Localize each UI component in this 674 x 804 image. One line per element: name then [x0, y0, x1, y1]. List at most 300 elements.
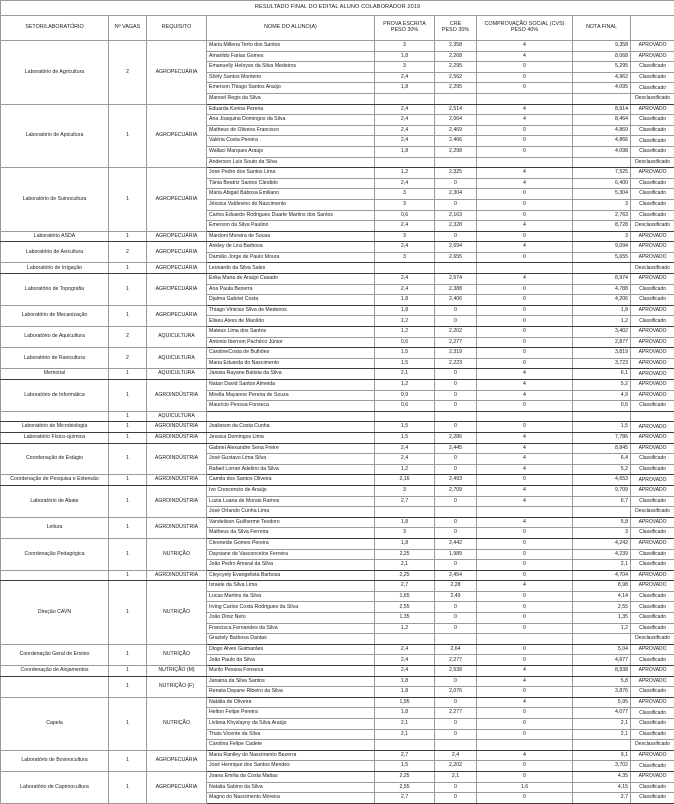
cell-cvs: 0 [477, 252, 573, 263]
cell-prova-escrita: 3 [375, 199, 435, 210]
cell-cre [435, 263, 477, 274]
cell-nome: Thiago Vinicius Silva de Medeiros [207, 305, 375, 316]
cell-cvs [477, 263, 573, 274]
cell-prova-escrita: 1,2 [375, 623, 435, 634]
cell-situacao: Desclassificado [631, 740, 674, 751]
cell-cvs: 4 [477, 443, 573, 454]
cell-prova-escrita: 2,55 [375, 782, 435, 793]
cell-setor: Capela [1, 697, 109, 750]
cell-nome: Cleycyely Evangelista Barbosa [207, 570, 375, 581]
table-row [1, 676, 674, 687]
cell-situacao: APROVADO [631, 380, 674, 391]
cell-cvs: 4 [477, 178, 573, 189]
cell-situacao: Desclassificado [631, 157, 674, 168]
cell-cre: 0 [435, 316, 477, 327]
cell-situacao: Classificado [631, 793, 674, 804]
cell-vagas: 1 [109, 517, 147, 538]
cell-requisito: AQUICULTURA [147, 369, 207, 380]
cell-cre: 0 [435, 729, 477, 740]
cell-nota-final: 8,914 [573, 104, 631, 115]
cell-cvs: 0 [477, 136, 573, 147]
cell-vagas: 1 [109, 231, 147, 242]
table-row [1, 517, 674, 528]
cell-cvs: 4 [477, 581, 573, 592]
cell-cvs [477, 93, 573, 104]
cell-nome: Janisia Rayane Batista da Silva [207, 369, 375, 380]
cell-cre: 1,989 [435, 549, 477, 560]
cell-cvs: 0 [477, 560, 573, 571]
cell-cre: 2,277 [435, 708, 477, 719]
cell-requisito: AGROINDÚSTRIA [147, 517, 207, 538]
cell-nome: Renata Dayane Ribeiro da Silva [207, 687, 375, 698]
cell-nome: Helton Felipe Pereira [207, 708, 375, 719]
cell-vagas: 1 [109, 570, 147, 581]
cell-prova-escrita: 3 [375, 41, 435, 52]
cell-situacao: Classificado [631, 655, 674, 666]
cell-setor: Laboratório de Aquicultura [1, 327, 109, 348]
cell-cvs [477, 411, 573, 422]
table-row [1, 348, 674, 359]
cell-situacao: Classificado [631, 136, 674, 147]
cell-cvs: 4 [477, 697, 573, 708]
table-row [1, 380, 674, 391]
column-header-requisito: REQUISITO [147, 16, 207, 41]
cell-prova-escrita: 0,6 [375, 401, 435, 412]
cell-prova-escrita [375, 93, 435, 104]
table-row [1, 231, 674, 242]
cell-vagas: 1 [109, 666, 147, 677]
cell-cre: 0 [435, 560, 477, 571]
cell-prova-escrita: 1,65 [375, 591, 435, 602]
cell-prova-escrita: 2,4 [375, 454, 435, 465]
cell-requisito: AGROPECUÁRIA [147, 274, 207, 306]
cell-situacao: APROVADO [631, 305, 674, 316]
cell-cre: 2,454 [435, 570, 477, 581]
cell-nome: Emanuelly Heloyse da Silva Medeiros [207, 62, 375, 73]
cell-prova-escrita: 1,35 [375, 613, 435, 624]
document-title-row [1, 1, 674, 16]
cell-nota-final: 4,242 [573, 538, 631, 549]
column-header-nome: NOME DO ALUNO(A) [207, 16, 375, 41]
cell-nota-final: 4,15 [573, 782, 631, 793]
cell-nome: Lucas Martins da Silva [207, 591, 375, 602]
cell-prova-escrita: 1,5 [375, 432, 435, 443]
cell-situacao: Classificado [631, 464, 674, 475]
cell-nota-final: 5,304 [573, 189, 631, 200]
table-row [1, 369, 674, 380]
cell-cre: 2,493 [435, 475, 477, 486]
cell-setor: Laboratório de Microbiologia [1, 422, 109, 433]
cell-cre: 2,28 [435, 581, 477, 592]
cell-nota-final [573, 634, 631, 645]
cell-nota-final: 5,655 [573, 252, 631, 263]
cell-requisito: AGROINDÚSTRIA [147, 380, 207, 412]
cell-cre: 0 [435, 390, 477, 401]
cell-nome: Joalisson da Costa Cunha [207, 422, 375, 433]
cell-cre: 0 [435, 401, 477, 412]
cell-prova-escrita: 2,4 [375, 242, 435, 253]
cell-nome: Jessica Domingos Lima [207, 432, 375, 443]
cell-requisito: AGROPECUÁRIA [147, 771, 207, 803]
cell-prova-escrita: 3 [375, 485, 435, 496]
cell-situacao: APROVADO [631, 390, 674, 401]
cell-nome: Maria Eduarda do Nascimento [207, 358, 375, 369]
cell-nome: João Pedro Amaral da Silva [207, 560, 375, 571]
cell-nome: Magno do Nascimento Moreira [207, 793, 375, 804]
table-row [1, 422, 674, 433]
cell-nota-final: 5,8 [573, 676, 631, 687]
cell-situacao: APROVADO [631, 231, 674, 242]
cell-nome: Ana Joaquina Domingos da Silva [207, 115, 375, 126]
cell-prova-escrita: 2,4 [375, 125, 435, 136]
cell-vagas: 1 [109, 274, 147, 306]
cell-cvs: 0 [477, 623, 573, 634]
cell-cre: 0 [435, 178, 477, 189]
cell-prova-escrita: 1,8 [375, 538, 435, 549]
cell-nome: Eduarda Korina Pereira [207, 104, 375, 115]
cell-setor: Laboratório de Apicultura [1, 104, 109, 168]
cell-prova-escrita: 2,7 [375, 750, 435, 761]
cell-requisito: AGROINDÚSTRIA [147, 443, 207, 475]
cell-requisito: NUTRIÇÃO [147, 581, 207, 645]
cell-cre: 0 [435, 496, 477, 507]
cell-cre: 2,1 [435, 771, 477, 782]
cell-nome [207, 411, 375, 422]
cell-setor: Coordenação de Estágio [1, 443, 109, 475]
cell-nome: Maria Raniley do Nascimento Bezerra [207, 750, 375, 761]
cell-cvs: 0 [477, 687, 573, 698]
cell-nota-final: 8,464 [573, 115, 631, 126]
cell-prova-escrita: 1,8 [375, 146, 435, 157]
cell-requisito: AGROINDÚSTRIA [147, 485, 207, 517]
cell-cre: 0 [435, 782, 477, 793]
cvs-label: COMPROVAÇÃO SOCIAL (CVS) [485, 21, 565, 27]
prova-escrita-label: PROVA ESCRITA [383, 21, 426, 27]
cell-prova-escrita: 3 [375, 189, 435, 200]
cell-situacao: Classificado [631, 72, 674, 83]
cell-prova-escrita: 1,5 [375, 358, 435, 369]
cell-prova-escrita [375, 507, 435, 518]
cell-cre: 0 [435, 602, 477, 613]
cell-prova-escrita: 2,4 [375, 666, 435, 677]
cell-vagas: 1 [109, 750, 147, 771]
cell-cre: 0 [435, 369, 477, 380]
cell-cvs: 0 [477, 401, 573, 412]
cell-requisito: AQUICULTURA [147, 348, 207, 369]
cell-situacao: APROVADO [631, 443, 674, 454]
cell-nome: Erika Maria de Araújo Casado [207, 274, 375, 285]
cell-situacao: APROVADO [631, 369, 674, 380]
cell-cvs: 0 [477, 655, 573, 666]
cell-cvs: 0 [477, 295, 573, 306]
cell-nome: Shirly Santos Monteiro [207, 72, 375, 83]
cell-situacao: Classificado [631, 316, 674, 327]
cell-prova-escrita: 1,5 [375, 348, 435, 359]
cell-cvs: 0 [477, 210, 573, 221]
cell-nota-final: 3,819 [573, 348, 631, 359]
cell-cre: 2,286 [435, 432, 477, 443]
cell-nota-final: 4,239 [573, 549, 631, 560]
cell-cre: 2,388 [435, 284, 477, 295]
column-header-situacao [631, 16, 674, 41]
cell-nome: Rafael Lorran Adelino da Silva [207, 464, 375, 475]
cell-cvs: 0 [477, 538, 573, 549]
cell-cre: 0 [435, 528, 477, 539]
cell-cre: 0 [435, 719, 477, 730]
cell-cvs: 4 [477, 104, 573, 115]
cell-cvs: 0 [477, 528, 573, 539]
cell-situacao: Desclassificado [631, 93, 674, 104]
cell-cre: 2,538 [435, 666, 477, 677]
cell-nota-final: 9,1 [573, 750, 631, 761]
cell-situacao: Classificado [631, 199, 674, 210]
cell-nota-final: 9,094 [573, 242, 631, 253]
cell-cvs: 0 [477, 475, 573, 486]
cell-prova-escrita: 1,2 [375, 464, 435, 475]
cell-situacao: APROVADO [631, 581, 674, 592]
cell-setor: Laboratório de Ranicultura [1, 348, 109, 369]
table-row [1, 242, 674, 253]
cell-nota-final: 1,35 [573, 613, 631, 624]
cell-prova-escrita: 2,55 [375, 602, 435, 613]
cell-situacao: APROVADO [631, 358, 674, 369]
cell-nota-final: 2,877 [573, 337, 631, 348]
cell-setor: Laboratório de Avicultura [1, 242, 109, 263]
cell-cvs: 0 [477, 146, 573, 157]
cell-nome: Murilo Pessoa Fonseca [207, 666, 375, 677]
cell-requisito: AGROINDÚSTRIA [147, 432, 207, 443]
cell-situacao: Classificado [631, 83, 674, 94]
cell-prova-escrita: 2,4 [375, 104, 435, 115]
cell-situacao: APROVADO [631, 644, 674, 655]
cell-nota-final: 9,709 [573, 485, 631, 496]
column-header-vagas: Nº VAGAS [109, 16, 147, 41]
cell-situacao: Classificado [631, 761, 674, 772]
cre-label: CRE [450, 21, 461, 27]
cell-nome: Natan David Santos Almeida [207, 380, 375, 391]
cell-nota-final: 3,402 [573, 327, 631, 338]
table-row [1, 666, 674, 677]
cell-situacao: Classificado [631, 708, 674, 719]
cell-cvs: 0 [477, 422, 573, 433]
cell-nome: Vandeilson Guilherme Teodoro [207, 517, 375, 528]
cell-nome: Thais Vicente da Silva [207, 729, 375, 740]
cell-situacao: APROVADO [631, 697, 674, 708]
cell-cre: 2,277 [435, 337, 477, 348]
cell-setor: Laboratório de Abate [1, 485, 109, 517]
cell-nome: Valéria Costa Pereira [207, 136, 375, 147]
cell-nome: José Orlando Cunha Lima [207, 507, 375, 518]
cell-prova-escrita: 1,2 [375, 327, 435, 338]
cell-cvs: 0 [477, 199, 573, 210]
column-header-prova-escrita [375, 16, 435, 41]
cell-nome: Maria Abigail Babosa Emiliano [207, 189, 375, 200]
cell-prova-escrita [375, 157, 435, 168]
cell-setor: Laboratório de Caprinocultura [1, 771, 109, 803]
cell-situacao: Classificado [631, 560, 674, 571]
cell-cvs: 4 [477, 496, 573, 507]
cell-situacao: Classificado [631, 729, 674, 740]
cell-cre: 2,709 [435, 485, 477, 496]
cell-nota-final [573, 93, 631, 104]
cell-nota-final: 4,35 [573, 771, 631, 782]
cell-cvs: 0 [477, 125, 573, 136]
cell-situacao: Classificado [631, 62, 674, 73]
cell-cre: 2,328 [435, 221, 477, 232]
cell-nota-final: 5,2 [573, 380, 631, 391]
cell-nota-final [573, 507, 631, 518]
cell-cre: 2,277 [435, 655, 477, 666]
cell-nota-final: 7,525 [573, 168, 631, 179]
cell-requisito: AGROINDÚSTRIA [147, 475, 207, 486]
cell-nota-final: 5,8 [573, 517, 631, 528]
cell-nota-final: 2,1 [573, 560, 631, 571]
table-row [1, 41, 674, 52]
cell-cvs: 4 [477, 666, 573, 677]
cell-nome: Maria Millena Terto dos Santos [207, 41, 375, 52]
table-row [1, 570, 674, 581]
cell-cre: 2,064 [435, 115, 477, 126]
cell-situacao: Desclassificado [631, 221, 674, 232]
cell-situacao: APROVADO [631, 348, 674, 359]
cell-prova-escrita: 2,4 [375, 274, 435, 285]
cell-situacao: Classificado [631, 613, 674, 624]
cell-situacao: Classificado [631, 401, 674, 412]
cell-vagas: 1 [109, 771, 147, 803]
cell-setor: Laboratório de Suinocultura [1, 168, 109, 232]
cell-cvs: 0 [477, 72, 573, 83]
cell-setor [1, 411, 109, 422]
cell-situacao: APROVADO [631, 432, 674, 443]
cell-cre: 0 [435, 380, 477, 391]
cell-nota-final: 8,974 [573, 274, 631, 285]
cell-nome: Mirella Mayanne Pereira de Souza [207, 390, 375, 401]
cell-prova-escrita: 1,8 [375, 83, 435, 94]
cell-vagas: 1 [109, 263, 147, 274]
cell-situacao: Classificado [631, 178, 674, 189]
cell-requisito: NUTRIÇÃO (M) [147, 666, 207, 677]
cell-cvs: 0 [477, 337, 573, 348]
cell-situacao: Classificado [631, 623, 674, 634]
cell-cvs: 4 [477, 517, 573, 528]
cell-cre: 2,64 [435, 644, 477, 655]
cell-situacao: APROVADO [631, 475, 674, 486]
column-header-setor: SETOR/LABORATÓRIO [1, 16, 109, 41]
cell-prova-escrita: 2,4 [375, 178, 435, 189]
cell-nome: Natália de Oliveira [207, 697, 375, 708]
cell-requisito: NUTRIÇÃO (F) [147, 676, 207, 697]
cell-prova-escrita: 3 [375, 231, 435, 242]
cell-situacao: APROVADO [631, 750, 674, 761]
cell-cre: 0 [435, 454, 477, 465]
cell-nota-final: 8,845 [573, 443, 631, 454]
cell-cre: 2,325 [435, 168, 477, 179]
cell-setor: Laboratório ASDA [1, 231, 109, 242]
cell-prova-escrita [375, 634, 435, 645]
table-row [1, 104, 674, 115]
cell-situacao: APROVADO [631, 41, 674, 52]
cell-cre: 2,655 [435, 252, 477, 263]
cell-cre: 2,4 [435, 750, 477, 761]
cell-nota-final: 3 [573, 528, 631, 539]
cell-cvs: 0 [477, 83, 573, 94]
cell-situacao: APROVADO [631, 274, 674, 285]
cell-situacao: Classificado [631, 284, 674, 295]
cell-cre: 0 [435, 305, 477, 316]
cell-nome: CarolineCosta de Bulhões [207, 348, 375, 359]
cell-vagas: 1 [109, 644, 147, 665]
cell-cvs: 4 [477, 41, 573, 52]
cell-prova-escrita: 2,1 [375, 719, 435, 730]
cell-setor: Memorial [1, 369, 109, 380]
cell-nota-final: 6,7 [573, 496, 631, 507]
column-header-cre [435, 16, 477, 41]
cell-cre: 0 [435, 697, 477, 708]
table-header-row [1, 16, 674, 41]
cell-nota-final: 1,5 [573, 422, 631, 433]
cell-nota-final: 6,4 [573, 454, 631, 465]
table-row [1, 697, 674, 708]
cell-nota-final: 6,400 [573, 178, 631, 189]
cell-prova-escrita [375, 411, 435, 422]
cell-cre: 2,445 [435, 443, 477, 454]
cell-situacao: Classificado [631, 687, 674, 698]
cell-nota-final: 8,728 [573, 221, 631, 232]
cell-nota-final: 9,358 [573, 41, 631, 52]
cell-prova-escrita: 2,4 [375, 655, 435, 666]
cell-prova-escrita: 1,95 [375, 697, 435, 708]
cell-situacao: APROVADO [631, 252, 674, 263]
cell-prova-escrita: 2,4 [375, 443, 435, 454]
cell-cre [435, 634, 477, 645]
cell-nota-final: 4,098 [573, 146, 631, 157]
table-row [1, 432, 674, 443]
cell-nome: Cleoneide Gomes Pereira [207, 538, 375, 549]
cell-nome: Livânia Khyslayny da Silva Araújo [207, 719, 375, 730]
cell-cre [435, 507, 477, 518]
table-row [1, 581, 674, 592]
cell-nota-final: 5,04 [573, 644, 631, 655]
cell-nome: Maurício Pessoa Fonseca [207, 401, 375, 412]
cell-cre: 2,076 [435, 687, 477, 698]
cell-cre: 0 [435, 517, 477, 528]
cell-prova-escrita: 2,7 [375, 793, 435, 804]
cell-cre: 2,295 [435, 62, 477, 73]
cell-requisito: AGROPECUÁRIA [147, 263, 207, 274]
cell-situacao: Classificado [631, 189, 674, 200]
cell-prova-escrita: 0,9 [375, 390, 435, 401]
cell-situacao: APROVADO [631, 485, 674, 496]
cell-cvs: 1,6 [477, 782, 573, 793]
column-header-cvs [477, 16, 573, 41]
cell-nota-final: 2,763 [573, 210, 631, 221]
cell-nome: Emerson Thiago Santos Araújo [207, 83, 375, 94]
cell-requisito: AGROINDÚSTRIA [147, 422, 207, 433]
cell-nome: Graziely Barbosa Dantas [207, 634, 375, 645]
cell-cvs: 4 [477, 485, 573, 496]
cell-prova-escrita: 2,1 [375, 369, 435, 380]
cell-vagas: 1 [109, 581, 147, 645]
cell-nota-final: 4,653 [573, 475, 631, 486]
cell-nome: Janaina da Silva Santos [207, 676, 375, 687]
cell-nota-final: 8,938 [573, 666, 631, 677]
cell-nome: Djalma Gabriel Costa [207, 295, 375, 306]
cell-nota-final: 4,869 [573, 125, 631, 136]
cell-cre: 0 [435, 676, 477, 687]
cell-prova-escrita: 1,5 [375, 422, 435, 433]
cell-cre: 0 [435, 793, 477, 804]
cell-requisito: AGROPECUÁRIA [147, 305, 207, 326]
